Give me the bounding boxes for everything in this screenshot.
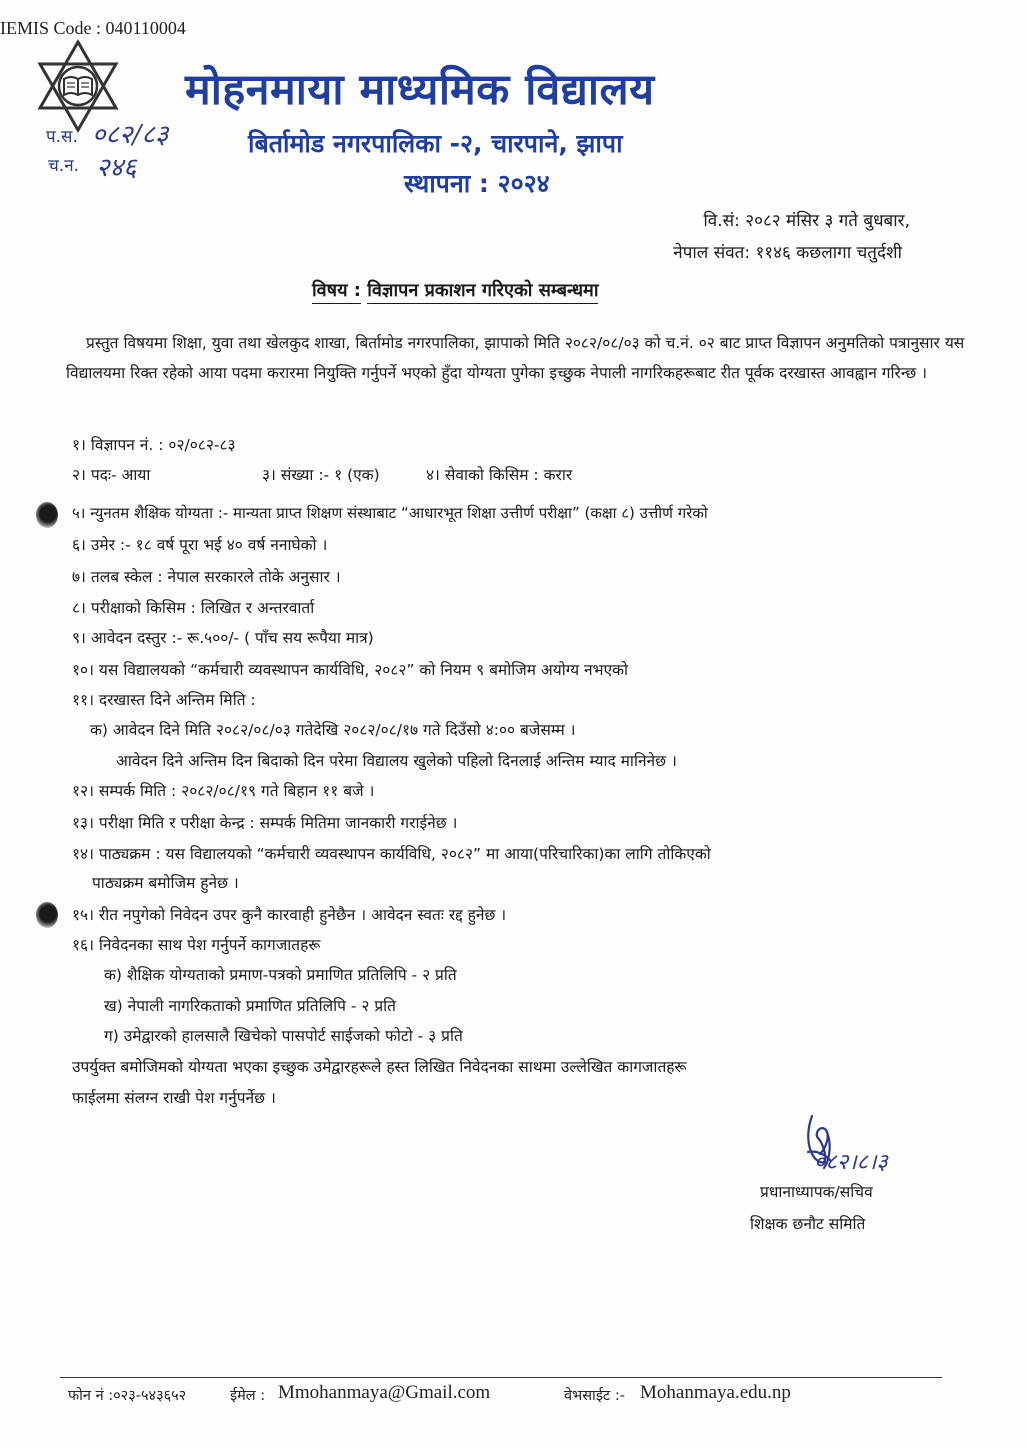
- footer-website-text[interactable]: Mohanmaya.edu.np: [640, 1382, 791, 1403]
- subject-label: विषय :: [312, 280, 361, 304]
- footer-website[interactable]: [640, 1382, 791, 1404]
- signature-date: ०८२।८।३: [814, 1150, 888, 1175]
- footer-email-text[interactable]: Mmohanmaya@Gmail.com: [278, 1382, 491, 1403]
- footer-email[interactable]: [278, 1382, 490, 1404]
- intro-paragraph: प्रस्तुत विषयमा शिक्षा, युवा तथा खेलकुद शाखा, बिर्तामोड नगरपालिका, झापाको मिति २०८२/०८/०३ को च.नं. ०२ बाट प्राप्त विज्ञापन अनुमतिको पत्रानुसार यस विद्यालयमा रिक्त रहेको आया पदमा करारमा नियुक्ति गर्नुपर्ने भएको हुँदा योग्यता पुगेका इच्छुक नेपाली नागरिकहरूबाट रीत पूर्वक दरखास्त आवह्वान गरिन्छ ।: [66, 334, 965, 382]
- school-address: बिर्तामोड नगरपालिका -२, चारपाने, झापा: [248, 129, 623, 158]
- item-6: ६। उमेर :- १८ वर्ष पूरा भई ४० वर्ष ननाघेको ।: [72, 536, 328, 554]
- date-nepal-samvat: नेपाल संवत: ११४६ कछलागा चतुर्दशी: [673, 243, 902, 263]
- item-3: ३। संख्या :- १ (एक): [262, 466, 380, 484]
- item-4: ४। सेवाको किसिम : करार: [426, 466, 573, 484]
- item-1: १। विज्ञापन नं. : ०२/०८२-८३: [72, 436, 236, 454]
- ref-ps-value: ०८२/८३: [92, 120, 169, 150]
- ref-ps-label: प.स.: [46, 127, 78, 147]
- date-bs: वि.सं: २०८२ मंसिर ३ गते बुधबार,: [703, 211, 910, 231]
- establishment-year: स्थापना : २०२४: [404, 169, 550, 198]
- item-9: ९। आवेदन दस्तुर :- रू.५००/- ( पाँच सय रूपैया मात्र): [72, 629, 374, 647]
- item-16-c: ग) उमेद्वारको हालसालै खिचेको पासपोर्ट साईजको फोटो - ३ प्रति: [104, 1027, 463, 1045]
- item-11-note: आवेदन दिने अन्तिम दिन बिदाको दिन परेमा विद्यालय खुलेको पहिलो दिनलाई अन्तिम म्याद मानिनेछ ।: [116, 752, 677, 770]
- subject-line: [312, 278, 598, 302]
- footer-phone: फोन नं :०२३-५४३६५२: [68, 1388, 187, 1404]
- footer-divider: [60, 1377, 942, 1378]
- item-16-a: क) शैक्षिक योग्यताको प्रमाण-पत्रको प्रमाणित प्रतिलिपि - २ प्रति: [104, 966, 457, 984]
- item-16: १६। निवेदनका साथ पेश गर्नुपर्ने कागजातहरू: [72, 936, 321, 954]
- item-13: १३। परीक्षा मिति र परीक्षा केन्द्र : सम्पर्क मितिमा जानकारी गराईनेछ ।: [72, 814, 458, 832]
- iemis-code: IEMIS Code : 040110004: [0, 18, 186, 38]
- signatory-committee: शिक्षक छनौट समिति: [750, 1215, 866, 1233]
- item-11-a: क) आवेदन दिने मिति २०८२/०८/०३ गतेदेखि २०८२/०८/१७ गते दिउँसो ४:०० बजेसम्म ।: [90, 721, 576, 739]
- item-5: ५। न्युनतम शैक्षिक योग्यता :- मान्यता प्राप्त शिक्षण संस्थाबाट “आधारभूत शिक्षा उत्तीर्ण परीक्षा” (कक्षा ८) उत्तीर्ण गरेको: [72, 504, 708, 522]
- closing-line-2: फाईलमा संलग्न राखी पेश गर्नुपर्नेछ ।: [72, 1089, 276, 1107]
- item-14: १४। पाठ्यक्रम : यस विद्यालयको “कर्मचारी व्यवस्थापन कार्यविधि, २०८२” मा आया(परिचारिका)का लागि तोकिएको: [72, 845, 711, 863]
- item-16-b: ख) नेपाली नागरिकताको प्रमाणित प्रतिलिपि - २ प्रति: [104, 997, 397, 1015]
- punch-hole-icon: [36, 902, 58, 928]
- footer-website-label: वेभसाईट :-: [564, 1388, 625, 1404]
- closing-line-1: उपर्युक्त बमोजिमको योग्यता भएका इच्छुक उमेद्वारहरूले हस्त लिखित निवेदनका साथमा उल्लेखित कागजातहरू: [72, 1058, 687, 1076]
- punch-hole-icon: [36, 502, 58, 528]
- item-7: ७। तलब स्केल : नेपाल सरकारले तोके अनुसार ।: [72, 568, 341, 586]
- item-2: २। पदः- आया: [72, 466, 151, 484]
- item-10: १०। यस विद्यालयको “कर्मचारी व्यवस्थापन कार्यविधि, २०८२” को नियम ९ बमोजिम अयोग्य नभएको: [72, 661, 629, 679]
- item-14-cont: पाठ्यक्रम बमोजिम हुनेछ ।: [92, 874, 239, 892]
- signatory-title: प्रधानाध्यापक/सचिव: [760, 1183, 873, 1201]
- item-8: ८। परीक्षाको किसिम : लिखित र अन्तरवार्ता: [72, 599, 315, 617]
- item-15: १५। रीत नपुगेको निवेदन उपर कुनै कारवाही हुनेछैन । आवेदन स्वतः रद्द हुनेछ ।: [72, 906, 507, 924]
- item-11: ११। दरखास्त दिने अन्तिम मिति :: [72, 691, 256, 709]
- subject-text: विज्ञापन प्रकाशन गरिएको सम्बन्धमा: [367, 280, 598, 304]
- ref-cn-value: २४६: [96, 153, 137, 183]
- school-name: मोहनमाया माध्यमिक विद्यालय: [185, 65, 655, 115]
- footer-email-label: ईमेल :: [230, 1388, 266, 1404]
- ref-cn-label: च.न.: [48, 156, 80, 176]
- item-12: १२। सम्पर्क मिति : २०८२/०८/१९ गते बिहान ११ बजे ।: [72, 782, 375, 800]
